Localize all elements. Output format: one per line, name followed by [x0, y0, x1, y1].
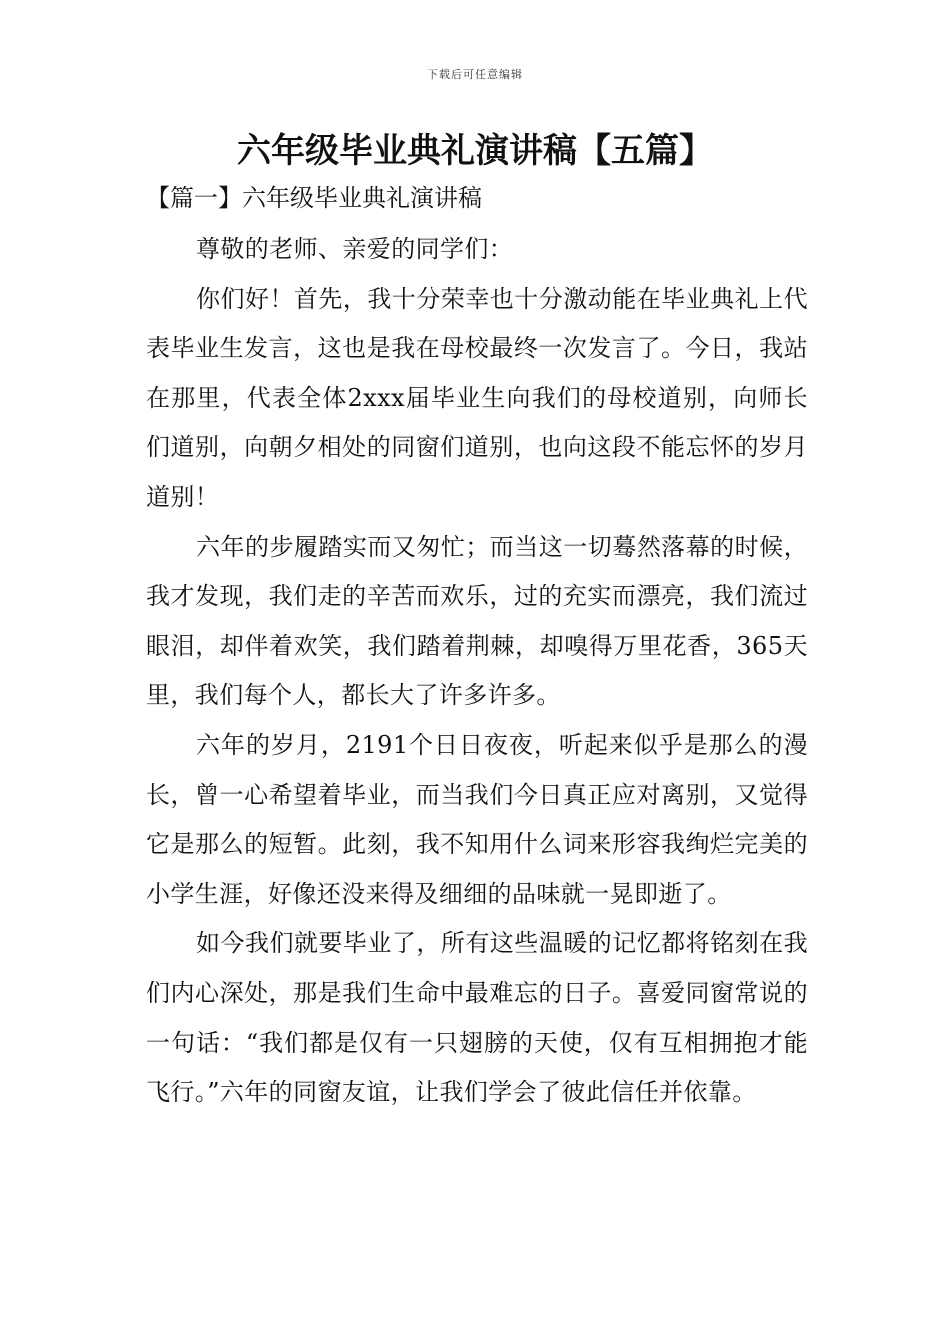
document-title: 六年级毕业典礼演讲稿【五篇】: [237, 131, 713, 171]
paragraph-memories: 如今我们就要毕业了，所有这些温暖的记忆都将铭刻在我们内心深处，那是我们生命中最难忘的日子。喜爱同窗常说的一句话：“我们都是仅有一只翅膀的天使，仅有互相拥抱才能飞行。”六年的同窗友谊，让我们学会了彼此信任并依靠。: [146, 929, 808, 1107]
paragraph-salutation: 尊敬的老师、亲爱的同学们：: [196, 235, 514, 263]
document-body: [146, 225, 808, 1118]
paragraph-greeting: 你们好！首先，我十分荣幸也十分激动能在毕业典礼上代表毕业生发言，这也是我在母校最终一次发言了。今日，我站在那里，代表全体2xxx届毕业生向我们的母校道别，向师长们道别，向朝夕相处的同窗们道别，也向这段不能忘怀的岁月道别！: [146, 284, 808, 511]
paragraph-six-years: 六年的步履踏实而又匆忙；而当这一切蓦然落幕的时候，我才发现，我们走的辛苦而欢乐，过的充实而漂亮，我们流过眼泪，却伴着欢笑，我们踏着荆棘，却嗅得万里花香，365天里，我们每个人，都长大了许多许多。: [146, 532, 808, 710]
section-heading: 【篇一】六年级毕业典礼演讲稿: [146, 184, 482, 212]
paragraph-days: 六年的岁月，2191个日日夜夜，听起来似乎是那么的漫长，曾一心希望着毕业，而当我们今日真正应对离别，又觉得它是那么的短暂。此刻，我不知用什么词来形容我绚烂完美的小学生涯，好像还没来得及细细的品味就一晃即逝了。: [146, 730, 808, 908]
header-note: 下载后可任意编辑: [427, 68, 523, 81]
